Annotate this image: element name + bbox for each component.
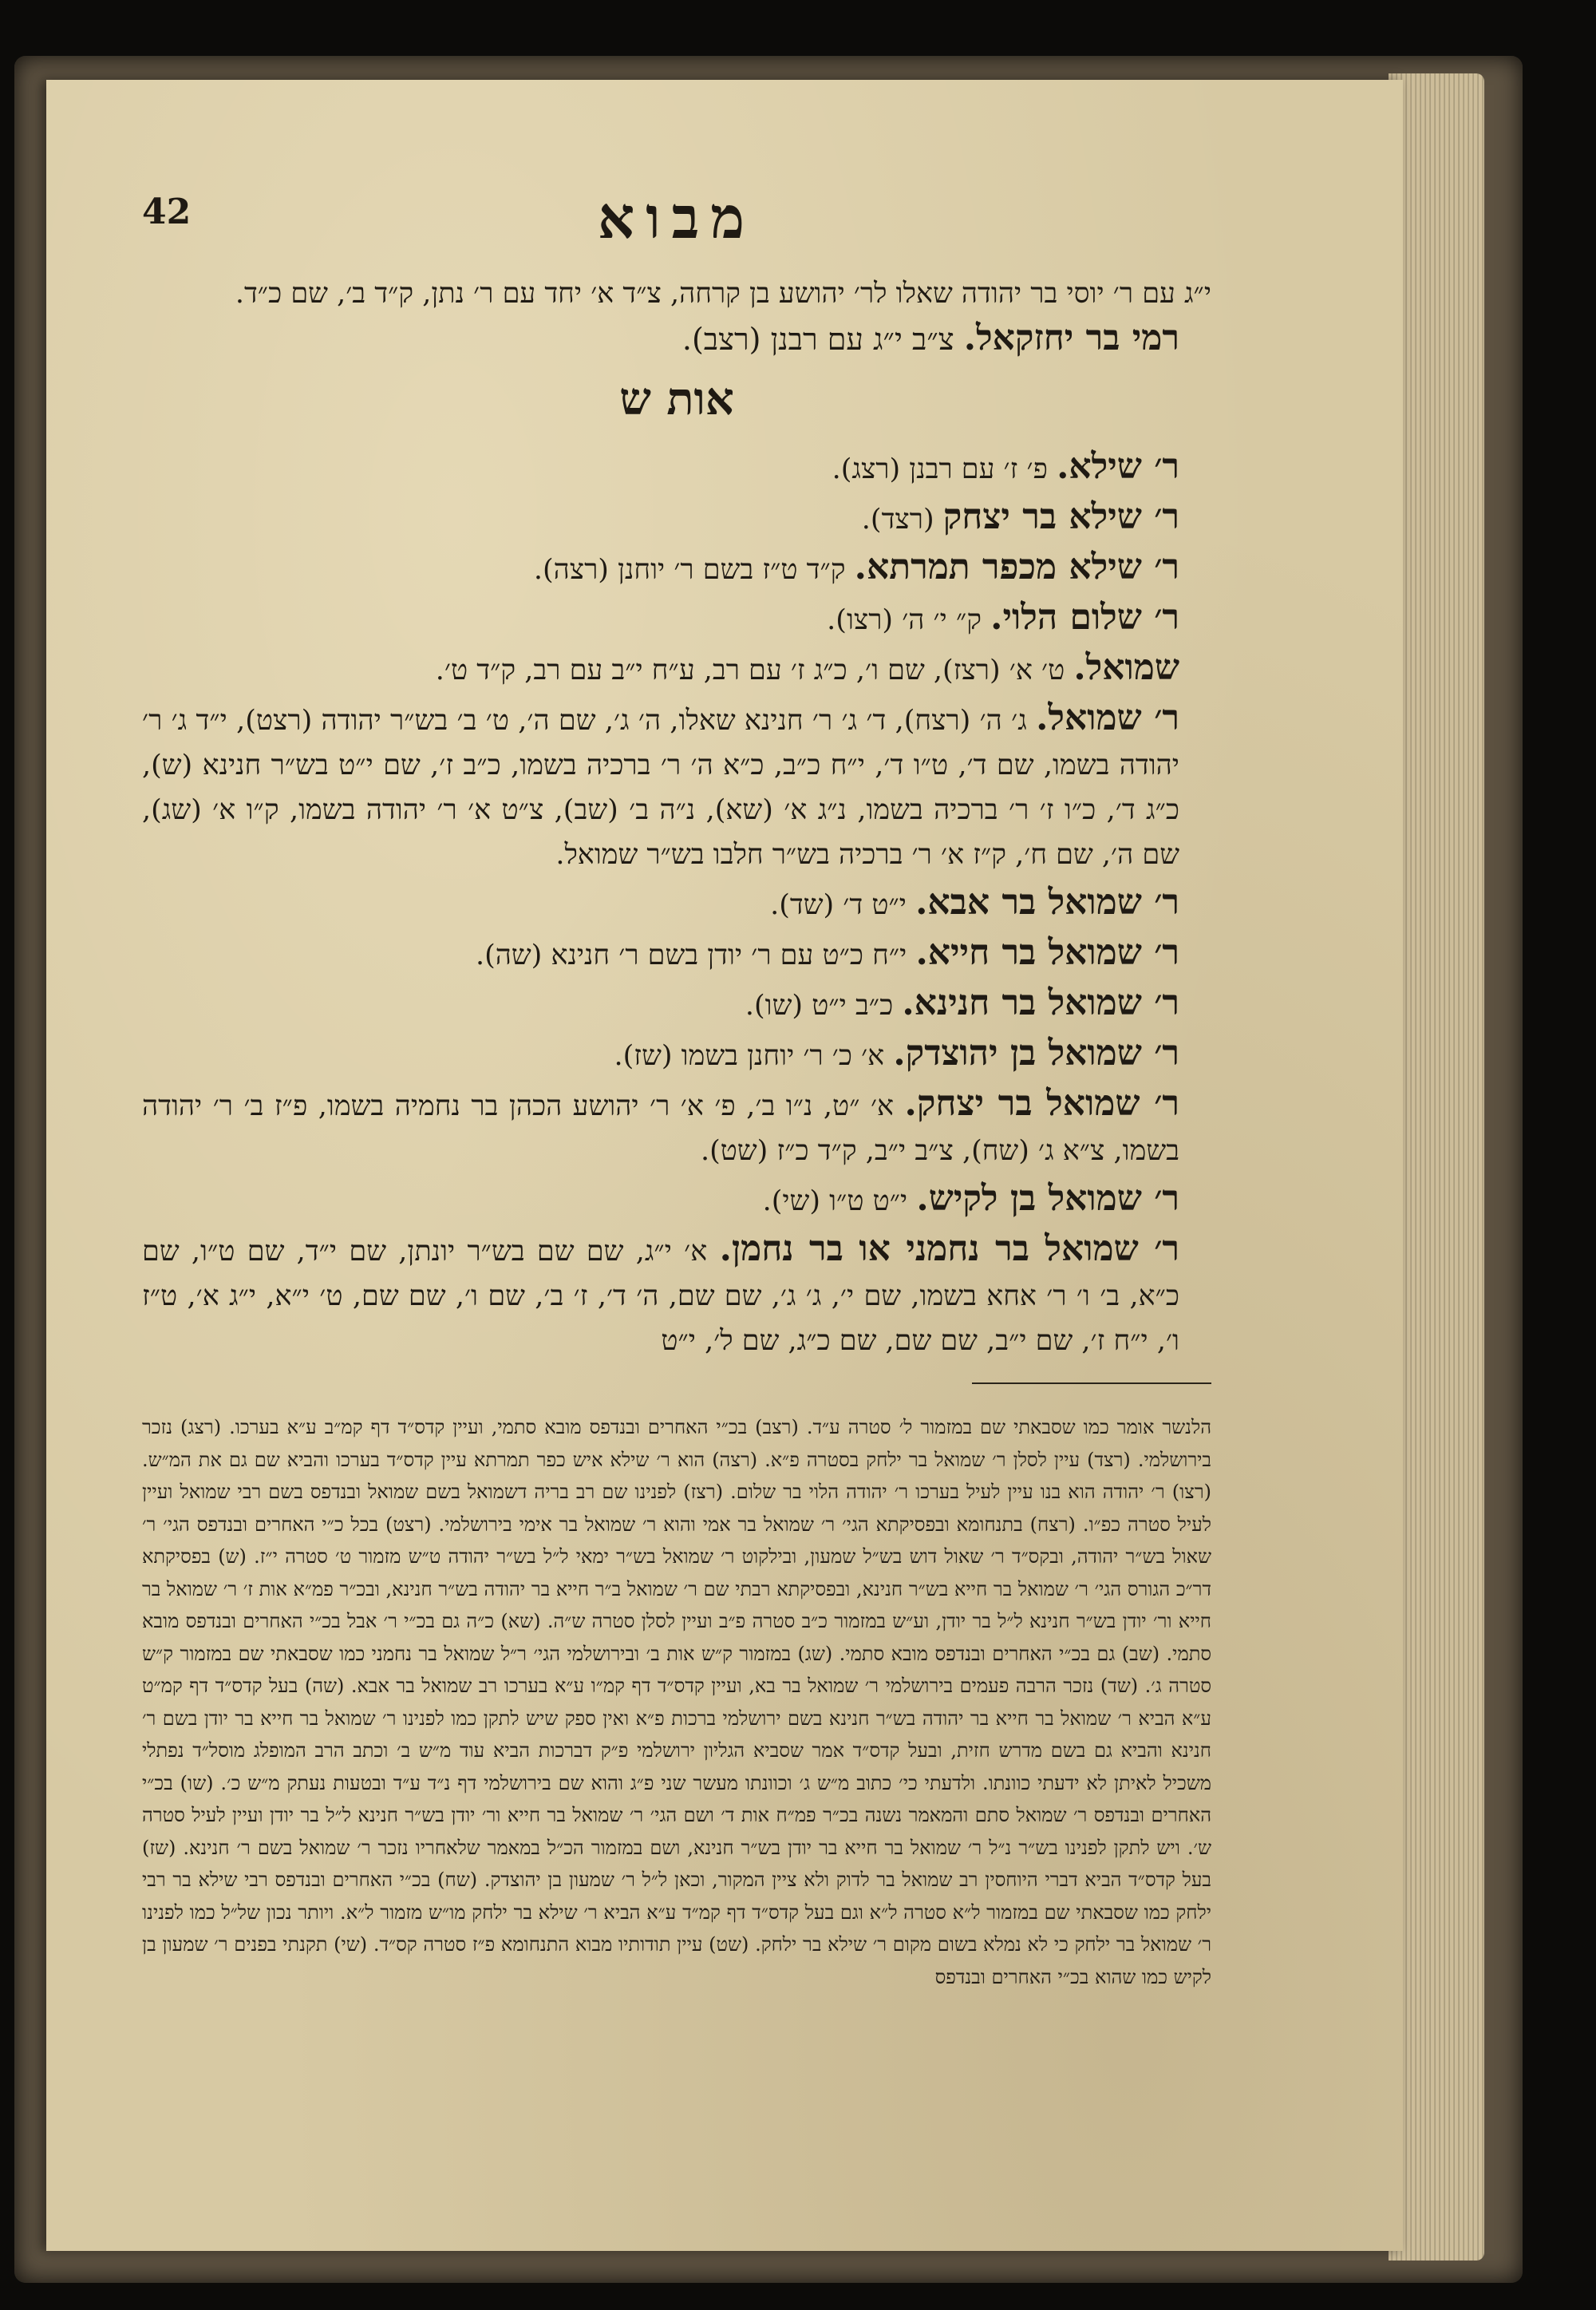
entry-name: ר׳ שילא בר יצחק — [942, 496, 1179, 537]
entry — [142, 595, 1179, 643]
entry-name: ר׳ שמואל בר חנינא. — [902, 983, 1179, 1023]
entry-text: ט׳ א׳ (רצז), שם ו׳, כ״ג ז׳ עם רב, ע״ח י״ב עם רב, ק״ד ט׳. — [435, 655, 1065, 686]
entry-name: ר׳ שילא מכפר תמרתא. — [854, 547, 1179, 587]
entry-text: א׳ ״ט, נ״ו ב׳, פ׳ א׳ ר׳ יהושע הכהן בר נחמיה בשמו, פ״ז ב׳ ר׳ יהודה בשמו, צ״א ג׳ (שח), צ״ב י״ב, ק״ד כ״ז (שט). — [142, 1090, 1179, 1167]
entry-text: ק״ד ט״ז בשם ר׳ יוחנן (רצה). — [533, 554, 846, 586]
entry — [142, 1082, 1179, 1173]
entry-name: שמואל. — [1073, 647, 1179, 688]
page-content — [142, 184, 1211, 1993]
entry-text: צ״ב י״ג עם רבנן (רצב). — [681, 322, 954, 357]
entry-text: י״ט ט״ו (שי). — [762, 1185, 908, 1217]
entry — [142, 696, 1179, 877]
entry — [142, 445, 1179, 492]
entry-name: ר׳ שלום הלוי. — [990, 597, 1179, 638]
section-heading: אות ש — [619, 373, 734, 425]
entry-name: ר׳ שילא. — [1057, 446, 1179, 487]
entry — [142, 931, 1179, 978]
entry-name: רמי בר יחזקאל. — [963, 318, 1179, 358]
entry-name: ר׳ שמואל בר אבא. — [915, 882, 1179, 923]
entry-name: ר׳ שמואל בן לקיש. — [916, 1178, 1179, 1219]
entry — [142, 880, 1179, 928]
entry-name: ר׳ שמואל בר חייא. — [915, 932, 1179, 973]
entry-text: א׳ כ׳ ר׳ יוחנן בשמו (שז). — [614, 1040, 885, 1072]
page-number: 42 — [142, 192, 192, 232]
entry-text: (רצד). — [861, 504, 934, 536]
continuation-text: י״ג עם ר׳ יוסי בר יהודה שאלו לר׳ יהושע בן קרחה, צ״ד א׳ יחד עם ר׳ נתן, ק״ד ב׳, שם כ״ד. — [235, 278, 1211, 310]
entry-text: י״ח כ״ט עם ר׳ יודן בשם ר׳ חנינא (שה). — [475, 939, 907, 971]
entry — [142, 1031, 1179, 1078]
entry — [142, 495, 1179, 542]
entry — [142, 1177, 1179, 1224]
entry-text: כ״ב י״ט (שו). — [745, 990, 894, 1022]
entry-text: ק״ י׳ ה׳ (רצו). — [827, 604, 982, 636]
page-header — [142, 184, 1211, 271]
entry-name: ר׳ שמואל. — [1036, 698, 1179, 738]
entry-text: פ׳ ז׳ עם רבנן (רצג). — [832, 453, 1048, 485]
book-page — [46, 80, 1403, 2251]
entry-ramai — [142, 316, 1179, 362]
entry-name: ר׳ שמואל בר יצחק. — [904, 1083, 1179, 1124]
entry-name: ר׳ שמואל בן יהוצדק. — [893, 1033, 1179, 1074]
entries-list — [142, 445, 1211, 1363]
entry — [142, 981, 1179, 1028]
entry-name: ר׳ שמואל בר נחמני או בר נחמן. — [719, 1228, 1179, 1269]
page-edges — [1389, 73, 1484, 2261]
entry — [142, 1227, 1179, 1363]
entry-text: א׳ י״ג, שם שם בש״ר יונתן, שם י״ד, שם ט״ו, שם כ״א, ב׳ ו׳ ר׳ אחא בשמו, שם י׳, ג׳ ג׳, שם שם, ה׳ ד׳, ז׳ ב׳, שם ו׳, שם שם, ט׳ י״א, י״ג א׳, ט״ז ו׳, י״ח ז׳, שם י״ב, שם שם, שם כ״ג, שם ל׳, י״ט — [142, 1236, 1179, 1357]
footnotes: הלנשר אומר כמו שסבאתי שם במזמור ל׳ סטרה ע״ד. (רצב) בכ״י האחרים ובנדפס מובא סתמי, ועיין קדס״ד דף קמ״ב ע״א בערכו. (רצג) נזכר בירושלמי. (רצד) עיין לסלן ר׳ שמואל בר ילחק בסטרה פ״א. (רצה) הוא ר׳ שילא איש כפר תמרתא עיין קדס״ד בערכו והביא שם גם את המ״ש. (רצו) ר׳ יהודה הוא בנו עיין לעיל בערכו ר׳ יהודה הלוי בר שלום. (רצז) לפנינו שם רב בריה דשמואל בשם שמואל ובנדפס בשם רבי שמואל ועיין לעיל סטרה כפ״ו. (רצח) בתנחומא ובפסיקתא הגי׳ ר׳ שמואל בר אמי והוא ר׳ שמואל בר אימי בירושלמי. (רצט) בכל כ״י האחרים ובנדפס הגי׳ ר׳ שאול בש״ר יהודה, ובקס״ד ר׳ שאול דוש בש״ל שמעון, ובילקוט ר׳ שמואל בש״ר ימאי ל״ל בש״ר יהודה ט״ש מזמור ט׳ סטרה י״ז. (ש) בפסיקתא דר״כ הגורס הגי׳ ר׳ שמואל בר חייא בש״ר חנינא, ובפסיקתא רבתי שם ר׳ שמואל ב״ר חייא בר יהודה בש״ר חנינא, ובכ״ר פמ״א אות ז׳ ר׳ שמואל בר חייא ור׳ יודן בש״ר חנינא ל״ל בר יודן, וע״ש במזמור כ״ב סטרה פ״ב ועיין לסלן סטרה ש״ה. (שא) כ״ה גם בכ״י ר׳ אבל בכ״י האחרים ובנדפס מובא סתמי. (שב) גם בכ״י האחרים ובנדפס מובא סתמי. (שג) במזמור ק״ש אות ב׳ ובירושלמי הגי׳ ר״ל שמואל בר נחמני כמו שסבאתי שם במזמור ק״ש סטרה ג׳. (שד) נזכר הרבה פעמים בירושלמי ר׳ שמואל בר בא, ועיין קדס״ד דף קמ״ו ע״א בערכו רב שמואל בר אבא. (שה) בעל קדס״ד דף קמ״ט ע״א הביא ר׳ שמואל בר חייא בר יהודה בש״ר חנינא בשם ירושלמי ברכות פ״א ואין ספק שיש לתקן כמו לפנינו ר׳ שמואל בר חייא בר יודן בשם ר׳ חנינא והביא גם בשם מדרש חזית, ובעל קדס״ד אמר שסביא הגליון ירושלמי פ״ק דברכות הביא עוד מ״ש ב׳ וכתב הרב המופלג מוסל״ד נפתלי משכיל לאיתן לא ידעתי כוונתו. ולדעתי כי׳ כתוב מ״ש ג׳ וכוונתו מעשר שני פ״ג והוא שם בירושלמי דף נ״ד ע״ד ובטעות נעתק מ״ש כ׳. (שו) בכ״י האחרים ובנדפס ר׳ שמואל סתם והמאמר נשנה בכ״ר פמ״ח אות ד׳ ושם הגי׳ ר׳ שמואל בר חייא ור׳ יודן בש״ר חנינא ל״ל בר יודן ועיין לעיל סטרה ש׳. ויש לתקן לפנינו בש״ר נ״ל ר׳ שמואל בר חייא בר יודן בש״ר חנינא, ושם במזמור הכ״ל במאמר שלאחריו נזכר ר׳ שמואל בשם ר׳ חנינא. (שז) בעל קדס״ד הביא דברי היוחסין רב שמואל בר לדוק ולא ציין המקור, וכאן ל״ל ר׳ שמעון בן יהוצדק. (שח) בכ״י האחרים ובנדפס רבי שילא בר רבי ילחק כמו שסבאתי שם במזמור ל״א סטרה ל״א וגם בעל קדס״ד דף קמ״ד ע״א הביא ר׳ שילא בר ילחק מו״ש מזמור ל״א. ויותר נכון של״ל כמו לפנינו ר׳ שמואל בר ילחק כי לא נמלא בשום מקום ר׳ שילא בר ילחק. (שט) עיין תודותיו מבוא התנחומא פ״ז סטרה קס״ד. (שי) תקנתי בפנים ר׳ שמעון בן לקיש כמו שהוא בכ״י האחרים ובנדפס — [142, 1416, 1212, 1988]
running-title: מבוא — [597, 184, 757, 251]
entry-text: ג׳ ה׳ (רצח), ד׳ ג׳ ר׳ חנינא שאלו, ה׳ ג׳, שם ה׳, ט׳ ב׳ בש״ר יהודה (רצט), י״ד ג׳ ר׳ יהודה בשמו, שם ד׳, ט״ו ד׳, י״ח כ״ב, כ״א ה׳ ר׳ ברכיה בשמו, כ״ב ז׳, שם י״ט בש״ר חנינא (ש), כ״ג ד׳, כ״ו ז׳ ר׳ ברכיה בשמו, נ״ג א׳ (שא), נ״ה ב׳ (שב), צ״ט א׳ ר׳ יהודה בשמו, ק״ו א׳ (שג), שם ה׳, שם ח׳, ק״ז א׳ ר׳ ברכיה בש״ר חלבו בש״ר שמואל. — [142, 705, 1179, 871]
footnote-divider — [972, 1382, 1211, 1384]
entry — [142, 646, 1179, 693]
entry — [142, 545, 1179, 592]
entry-text: י״ט ד׳ (שד). — [770, 889, 907, 921]
